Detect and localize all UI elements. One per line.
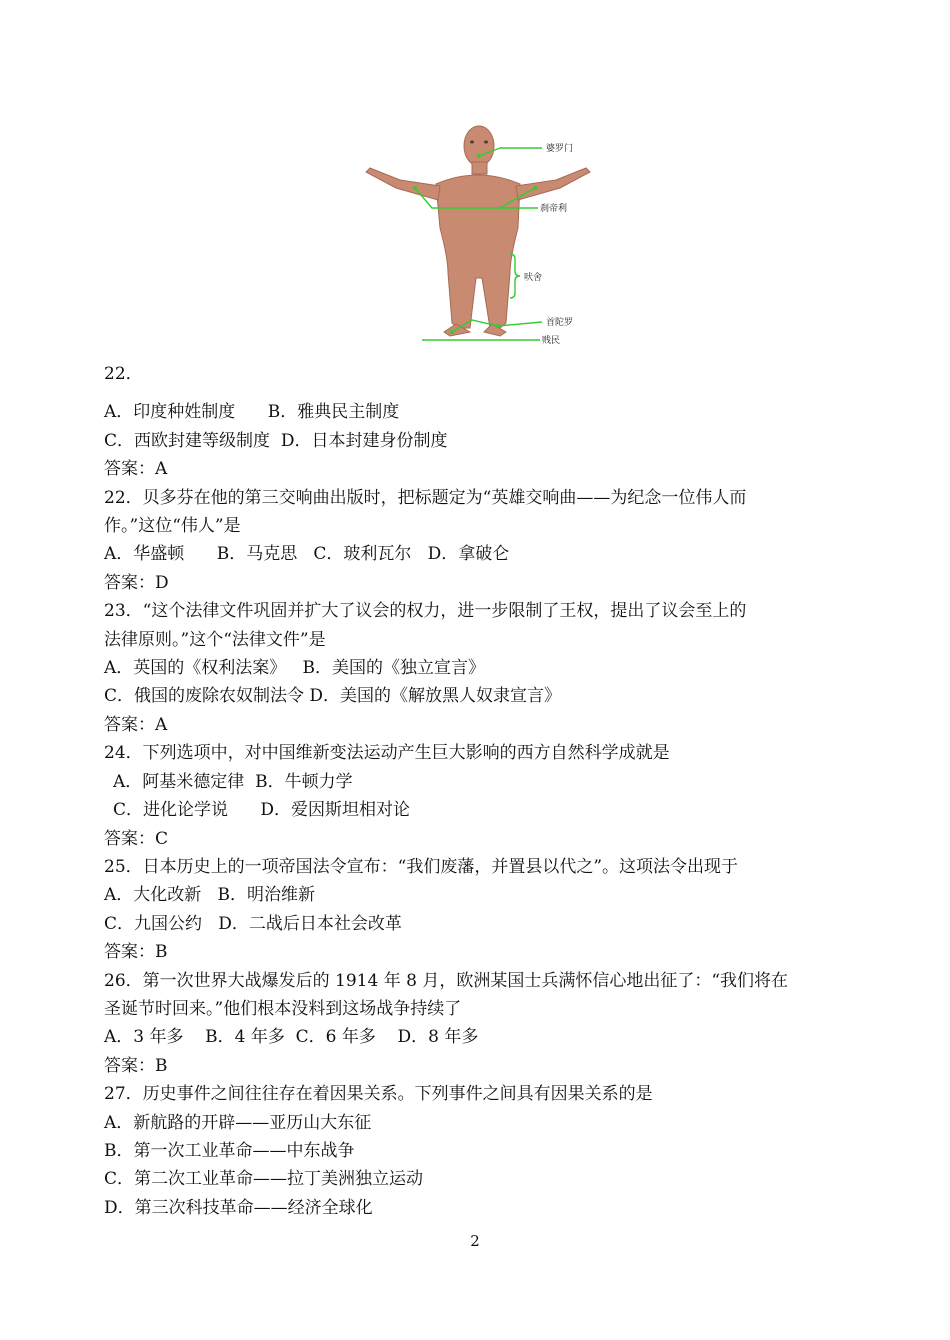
answer-line: 答案：D [104,572,169,593]
question-stem: 24．下列选项中，对中国维新变法运动产生巨大影响的西方自然科学成就是 [104,743,670,764]
label-kshatriya: 刹帝利 [540,204,568,214]
question-stem: 27．历史事件之间往往存在着因果关系。下列事件之间具有因果关系的是 [104,1084,653,1105]
option-line: A．英国的《权利法案》 B．美国的《独立宣言》 [104,658,485,679]
option-line: C．俄国的废除农奴制法令 D．美国的《解放黑人奴隶宣言》 [104,686,562,707]
question-24 [104,739,864,853]
label-untouchable: 贱民 [542,336,561,346]
answer-line: 答案：A [104,714,168,735]
question-stem: 法律原则。”这个“法律文件”是 [104,629,326,650]
label-vaishya: 吠舍 [524,273,543,283]
option-line: C．西欧封建等级制度 D．日本封建身份制度 [104,430,448,451]
question-27 [104,1080,864,1222]
question-22a [104,360,864,484]
option-line: A．印度种姓制度 B．雅典民主制度 [104,402,400,423]
human-figure-illustration [360,118,618,374]
option-line: A．华盛顿 B．马克思 C．玻利瓦尔 D．拿破仑 [104,544,510,565]
option-line: A．大化改新 B．明治维新 [104,885,315,906]
question-stem: 25．日本历史上的一项帝国法令宣布：“我们废藩，并置县以代之”。这项法令出现于 [104,856,739,877]
option-line: C．进化论学说 D．爱因斯坦相对论 [113,800,411,821]
question-stem: 作。”这位“伟人”是 [104,516,241,537]
question-26 [104,967,864,1081]
question-stem: 23．“这个法律文件巩固并扩大了议会的权力，进一步限制了王权，提出了议会至上的 [104,601,747,622]
option-line: A．3 年多 B．4 年多 C．6 年多 D．8 年多 [104,1027,479,1048]
answer-line: 答案：B [104,1055,168,1076]
option-line: A．阿基米德定律 B．牛顿力学 [113,771,353,792]
option-line: B．第一次工业革命——中东战争 [104,1140,355,1161]
question-23 [104,597,864,739]
question-stem: 26．第一次世界大战爆发后的 1914 年 8 月，欧洲某国士兵满怀信心地出征了：“我们将在 [104,970,789,991]
question-list [104,360,864,1222]
option-line: C．九国公约 D．二战后日本社会改革 [104,913,402,934]
question-stem: 圣诞节时回来。”他们根本没料到这场战争持续了 [104,998,462,1019]
caste-body-figure [360,118,618,374]
option-line: D．第三次科技革命——经济全球化 [104,1197,373,1218]
answer-line: 答案：B [104,942,168,963]
page-number: 2 [470,1232,480,1250]
label-brahmin: 婆罗门 [546,144,574,154]
question-22b [104,484,864,598]
question-25 [104,853,864,967]
option-line: C．第二次工业革命——拉丁美洲独立运动 [104,1169,424,1190]
question-stem: 22．贝多芬在他的第三交响曲出版时，把标题定为“英雄交响曲——为纪念一位伟人而 [104,487,747,508]
answer-line: 答案：A [104,459,168,480]
question-number: 22． [104,364,143,384]
answer-line: 答案：C [104,828,169,849]
label-shudra: 首陀罗 [546,318,574,328]
option-line: A．新航路的开辟——亚历山大东征 [104,1112,372,1133]
